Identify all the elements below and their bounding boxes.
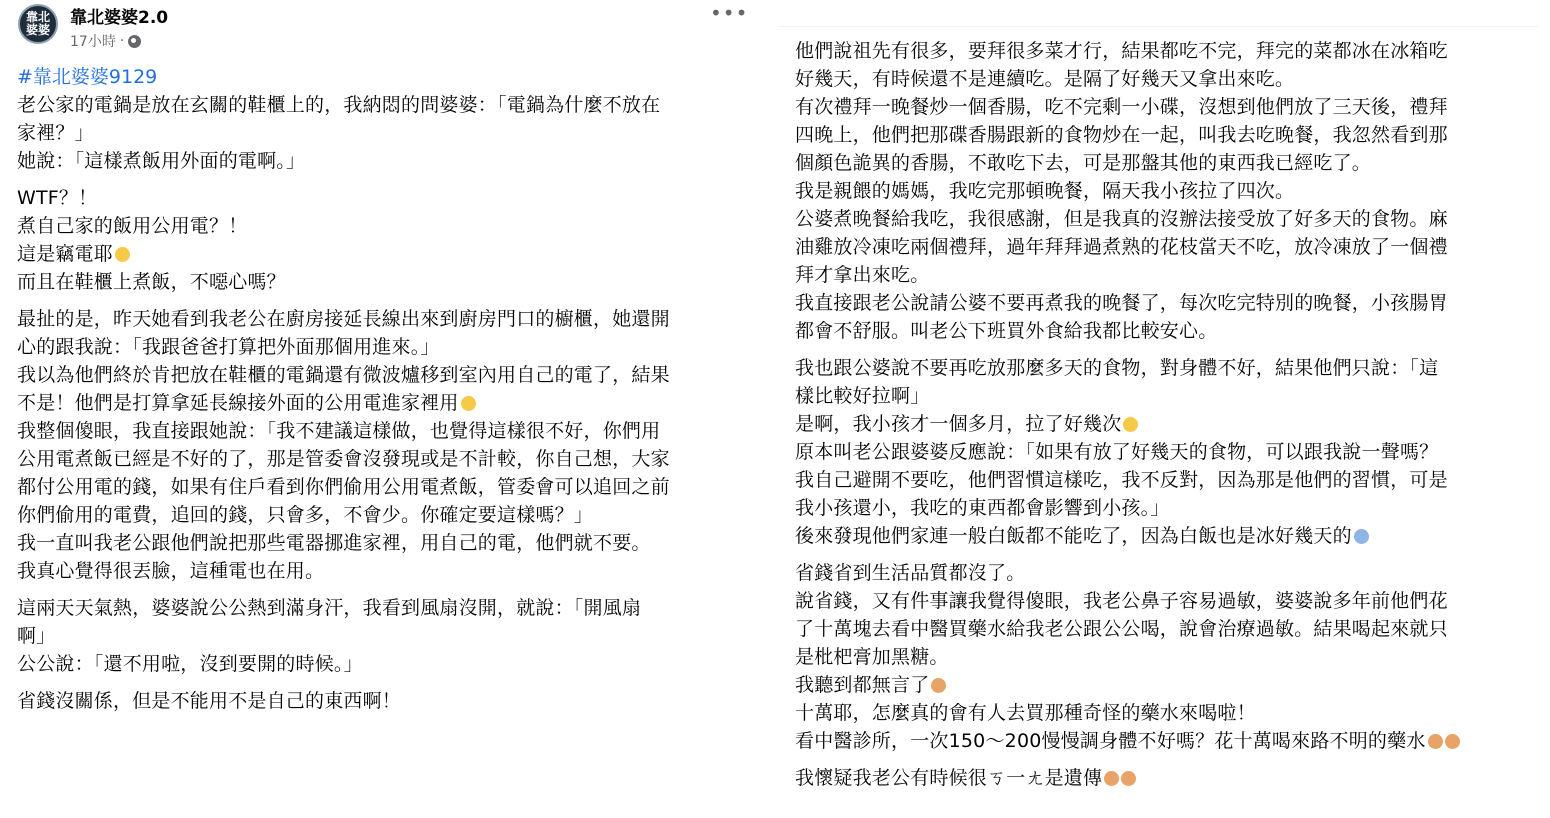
line-text: 看中醫診所，一次150～200慢慢調身體不好嗎？花十萬喝來路不明的藥水 — [795, 730, 1426, 752]
line-text: 啊」 — [17, 625, 56, 647]
page-name-link[interactable]: 靠北婆婆2.0 — [70, 8, 169, 28]
post-text-line — [795, 410, 1525, 438]
post-text-line — [17, 473, 742, 501]
post-text-line — [795, 494, 1525, 522]
post-text-line — [795, 522, 1525, 550]
roll-emoji-icon — [115, 247, 130, 262]
line-text: 好幾天，有時候還不是連續吃。是隔了好幾天又拿出來吃。 — [795, 68, 1295, 90]
post-text-line — [17, 361, 742, 389]
post-text-line — [795, 317, 1525, 345]
line-text: 有次禮拜一晚餐炒一個香腸，吃不完剩一小碟，沒想到他們放了三天後，禮拜 — [795, 96, 1448, 118]
line-text: 我自己避開不要吃，他們習慣這樣吃，我不反對，因為那是他們的習慣，可是 — [795, 469, 1448, 491]
post-meta — [70, 31, 141, 51]
post-text-line — [795, 205, 1525, 233]
post-paragraph — [17, 91, 742, 175]
line-text: 樣比較好拉啊」 — [795, 385, 930, 407]
post-paragraph — [795, 354, 1525, 550]
post-text-line — [795, 615, 1525, 643]
line-text: 我是親餵的媽媽，我吃完那頓晚餐，隔天我小孩拉了四次。 — [795, 180, 1295, 202]
post-paragraph — [17, 305, 742, 585]
post-text-line — [795, 354, 1525, 382]
line-text: 她說：「這樣煮飯用外面的電啊。」 — [17, 150, 306, 172]
post-text-line — [795, 233, 1525, 261]
post-paragraph — [795, 37, 1525, 345]
globe-icon — [128, 35, 141, 48]
post-text-line — [17, 184, 742, 212]
post-text-line — [17, 240, 742, 268]
line-text: 你們偷用的電費，追回的錢，只會多，不會少。你確定要這樣嗎？」 — [17, 504, 594, 526]
line-text: 公用電煮飯已經是不好的了，那是管委會沒發現或是不計較，你自己想，大家 — [17, 448, 670, 470]
line-text: 我真心覺得很丟臉，這種電也在用。 — [17, 560, 325, 582]
post-text-line — [17, 594, 742, 622]
facepalm-emoji-icon — [931, 678, 946, 693]
post-text-line — [795, 149, 1525, 177]
line-text: 我也跟公婆說不要再吃放那麼多天的食物，對身體不好，結果他們只說：「這 — [795, 357, 1439, 379]
post-text-line — [17, 417, 742, 445]
line-text: 是啊，我小孩才一個多月，拉了好幾次 — [795, 413, 1122, 435]
facepalm-emoji-icon — [1104, 771, 1119, 786]
line-text: 我小孩還小，我吃的東西都會影響到小孩。」 — [795, 497, 1170, 519]
avatar-text: 靠北婆婆 — [25, 10, 50, 37]
line-text: 省錢沒關係，但是不能用不是自己的東西啊！ — [17, 690, 402, 712]
post-text-line — [795, 764, 1525, 792]
facepalm-emoji-icon — [1428, 734, 1443, 749]
post-text-line — [17, 91, 742, 119]
line-text: 不是！他們是打算拿延長線接外面的公用電進家裡用 — [17, 392, 459, 414]
line-text: 都會不舒服。叫老公下班買外食給我都比較安心。 — [795, 320, 1218, 342]
line-text: 公婆煮晚餐給我吃，我很感謝，但是我真的沒辦法接受放了好多天的食物。麻 — [795, 208, 1448, 230]
hashtag-link[interactable]: #靠北婆婆9129 — [17, 66, 158, 88]
post-header — [0, 0, 758, 58]
post-paragraph — [17, 184, 742, 296]
line-text: 家裡？」 — [17, 122, 94, 144]
post-text-line — [17, 445, 742, 473]
line-text: 煮自己家的飯用公用電？！ — [17, 215, 248, 237]
post-text-line — [795, 261, 1525, 289]
line-text: 我整個傻眼，我直接跟她說：「我不建議這樣做，也覺得這樣很不好，你們用 — [17, 420, 661, 442]
post-text-line — [795, 727, 1525, 755]
post-panel-left — [0, 0, 758, 818]
line-text: 十萬耶，怎麼真的會有人去買那種奇怪的藥水來喝啦！ — [795, 702, 1256, 724]
post-text-line — [795, 177, 1525, 205]
line-text: 最扯的是，昨天她看到我老公在廚房接延長線出來到廚房門口的櫥櫃，她還開 — [17, 308, 670, 330]
post-text-line — [17, 501, 742, 529]
line-text: 這兩天天氣熱，婆婆說公公熱到滿身汗，我看到風扇沒開，就說：「開風扇 — [17, 597, 642, 619]
post-paragraph — [17, 594, 742, 678]
line-text: 個顏色詭異的香腸，不敢吃下去，可是那盤其他的東西我已經吃了。 — [795, 152, 1372, 174]
post-text-line — [17, 622, 742, 650]
line-text: 是枇杷膏加黑糖。 — [795, 646, 949, 668]
line-text: 他們說祖先有很多，要拜很多菜才行，結果都吃不完，拜完的菜都冰在冰箱吃 — [795, 40, 1448, 62]
post-text-line — [795, 121, 1525, 149]
post-paragraph — [795, 764, 1525, 792]
line-text: 原本叫老公跟婆婆反應說：「如果有放了好幾天的食物，可以跟我說一聲嗎？ — [795, 441, 1439, 463]
post-timestamp[interactable]: 17小時 — [70, 34, 116, 50]
post-text-line — [795, 65, 1525, 93]
post-text-line — [795, 438, 1525, 466]
line-text: 省錢省到生活品質都沒了。 — [795, 562, 1026, 584]
post-text-line — [795, 559, 1525, 587]
line-text: 都付公用電的錢，如果有住戶看到你們偷用公用電煮飯，管委會可以追回之前 — [17, 476, 670, 498]
post-text-line — [17, 305, 742, 333]
line-text: 而且在鞋櫃上煮飯，不噁心嗎？ — [17, 271, 286, 293]
post-text-line — [795, 93, 1525, 121]
line-text: 老公家的電鍋是放在玄關的鞋櫃上的，我納悶的問婆婆：「電鍋為什麼不放在 — [17, 94, 661, 116]
meh-emoji-icon — [1123, 417, 1138, 432]
post-text-line — [795, 643, 1525, 671]
post-text-line — [795, 289, 1525, 317]
post-text-line — [17, 389, 742, 417]
post-text-line — [17, 650, 742, 678]
post-text-line — [795, 699, 1525, 727]
facepalm-emoji-icon — [1445, 734, 1460, 749]
post-text-line — [17, 529, 742, 557]
line-text: 說省錢，又有件事讓我覺得傻眼，我老公鼻子容易過敏，婆婆說多年前他們花 — [795, 590, 1448, 612]
scream-emoji-icon — [1354, 529, 1369, 544]
post-body-right — [795, 37, 1525, 801]
line-text: 這是竊電耶 — [17, 243, 114, 265]
meh-emoji-icon — [461, 396, 476, 411]
line-text: 公公說：「還不用啦，沒到要開的時候。」 — [17, 653, 363, 675]
post-text-line — [795, 37, 1525, 65]
post-text-line — [17, 268, 742, 296]
post-text-line — [795, 587, 1525, 615]
line-text: 我懷疑我老公有時候很ㄎ一ㄤ是遺傳 — [795, 767, 1103, 789]
post-paragraph — [795, 559, 1525, 755]
avatar[interactable] — [18, 4, 58, 44]
meta-separator: · — [119, 33, 125, 49]
post-text-line — [17, 212, 742, 240]
post-text-line — [795, 382, 1525, 410]
line-text: 了十萬塊去看中醫買藥水給我老公跟公公喝，說會治療過敏。結果喝起來就只 — [795, 618, 1448, 640]
post-text-line — [17, 557, 742, 585]
post-body-left — [17, 63, 742, 724]
line-text: 我一直叫我老公跟他們說把那些電器挪進家裡，用自己的電，他們就不要。 — [17, 532, 651, 554]
post-text-line — [17, 687, 742, 715]
post-text-line — [17, 147, 742, 175]
line-text: 四晚上，他們把那碟香腸跟新的食物炒在一起，叫我去吃晚餐，我忽然看到那 — [795, 124, 1448, 146]
line-text: 心的跟我說：「我跟爸爸打算把外面那個用進來。」 — [17, 336, 440, 358]
line-text: 拜才拿出來吃。 — [795, 264, 930, 286]
post-paragraph — [17, 687, 742, 715]
line-text: 我直接跟老公說請公婆不要再煮我的晚餐了，每次吃完特別的晚餐，小孩腸胃 — [795, 292, 1448, 314]
line-text: WTF？！ — [17, 187, 98, 209]
post-panel-right — [778, 26, 1538, 818]
line-text: 後來發現他們家連一般白飯都不能吃了，因為白飯也是冰好幾天的 — [795, 525, 1352, 547]
facepalm-emoji-icon — [1121, 771, 1136, 786]
line-text: 我聽到都無言了 — [795, 674, 930, 696]
line-text: 油雞放冷凍吃兩個禮拜，過年拜拜過煮熟的花枝當天不吃，放冷凍放了一個禮 — [795, 236, 1448, 258]
line-text: 我以為他們終於肯把放在鞋櫃的電鍋還有微波爐移到室內用自己的電了，結果 — [17, 364, 670, 386]
post-text-line — [795, 466, 1525, 494]
post-text-line — [17, 333, 742, 361]
more-options-icon[interactable]: ••• — [710, 1, 749, 25]
post-text-line — [17, 119, 742, 147]
post-text-line — [795, 671, 1525, 699]
